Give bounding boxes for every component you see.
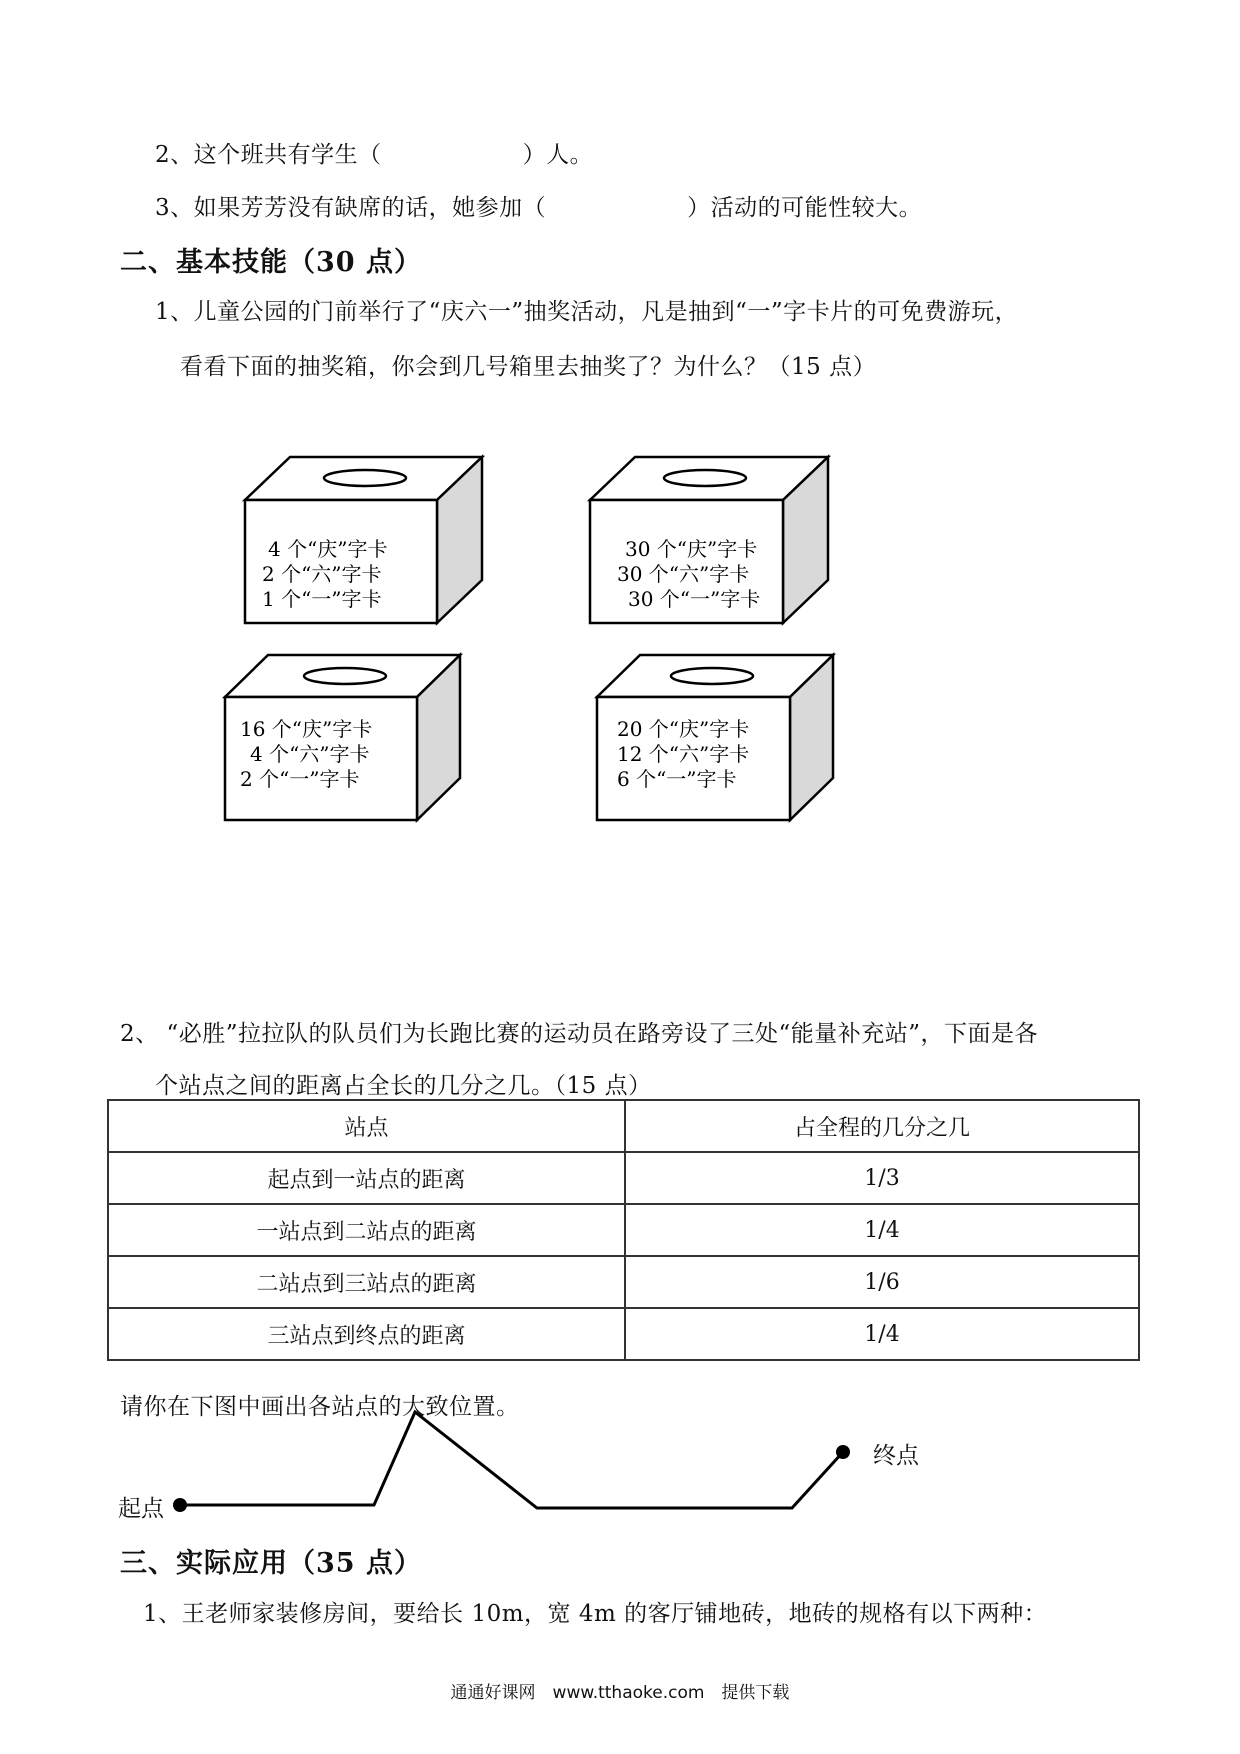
table-row [108,1204,1139,1256]
question-3: 3、如果芳芳没有缺席的话，她参加（ ）活动的可能性较大。 [155,195,923,221]
box-2-line-1: 30 个“庆”字卡 [625,537,758,561]
page-footer: 通通好课网 www.tthaoke.com 提供下载 [450,1683,790,1703]
box-2-line-2: 30 个“六”字卡 [617,562,750,586]
table-row [108,1152,1139,1204]
box-4-line-2: 12 个“六”字卡 [617,742,750,766]
box-4-line-3: 6 个“一”字卡 [617,767,737,791]
question-2: 2、这个班共有学生（ ）人。 [155,142,594,168]
start-label: 起点 [118,1496,164,1522]
table-cell: 二站点到三站点的距离 [108,1256,625,1308]
table-row [108,1256,1139,1308]
table-cell: 三站点到终点的距离 [108,1308,625,1360]
section-3-heading: 三、实际应用（35 点） [120,1548,422,1579]
box-3-labels [240,717,372,791]
table-cell: 1/4 [625,1308,1139,1360]
table-cell: 一站点到二站点的距离 [108,1204,625,1256]
section-2-heading: 二、基本技能（30 点） [120,247,422,278]
end-point-marker [836,1445,850,1459]
s2-q2-line1: 2、 “必胜”拉拉队的队员们为长跑比赛的运动员在路旁设了三处“能量补充站”，下面是各 [120,1021,1038,1047]
table-cell: 1/3 [625,1152,1139,1204]
s2-q1-line2: 看看下面的抽奖箱，你会到几号箱里去抽奖了？为什么？（15 点） [180,354,877,380]
box-2-line-3: 30 个“一”字卡 [628,587,761,611]
table-header: 占全程的几分之几 [625,1100,1139,1152]
box-3-line-1: 16 个“庆”字卡 [240,717,373,741]
box-4-line-1: 20 个“庆”字卡 [617,717,750,741]
table-row [108,1308,1139,1360]
box-1-line-2: 2 个“六”字卡 [262,562,382,586]
table-cell: 1/6 [625,1256,1139,1308]
end-label: 终点 [873,1443,919,1469]
box-1-line-1: 4 个“庆”字卡 [268,537,388,561]
start-point-marker [173,1498,187,1512]
box-1-labels [262,537,388,611]
table-cell: 起点到一站点的距离 [108,1152,625,1204]
distance-table [107,1099,1140,1361]
box-4-labels [617,717,749,791]
route-instruction: 请你在下图中画出各站点的大致位置。 [120,1394,520,1420]
box-3-line-3: 2 个“一”字卡 [240,767,360,791]
table-header-row [108,1100,1139,1152]
box-3-line-2: 4 个“六”字卡 [250,742,370,766]
route-path [180,1412,843,1508]
route-diagram [180,1412,843,1508]
s3-q1: 1、王老师家装修房间，要给长 10m，宽 4m 的客厅铺地砖，地砖的规格有以下两种： [143,1601,1048,1627]
table-header: 站点 [108,1100,625,1152]
table-cell: 1/4 [625,1204,1139,1256]
s2-q2-line2: 个站点之间的距离占全长的几分之几。（15 点） [155,1073,652,1099]
box-1-line-3: 1 个“一”字卡 [262,587,382,611]
s2-q1-line1: 1、儿童公园的门前举行了“庆六一”抽奖活动，凡是抽到“一”字卡片的可免费游玩， [155,299,1019,325]
box-2-labels [617,537,760,611]
